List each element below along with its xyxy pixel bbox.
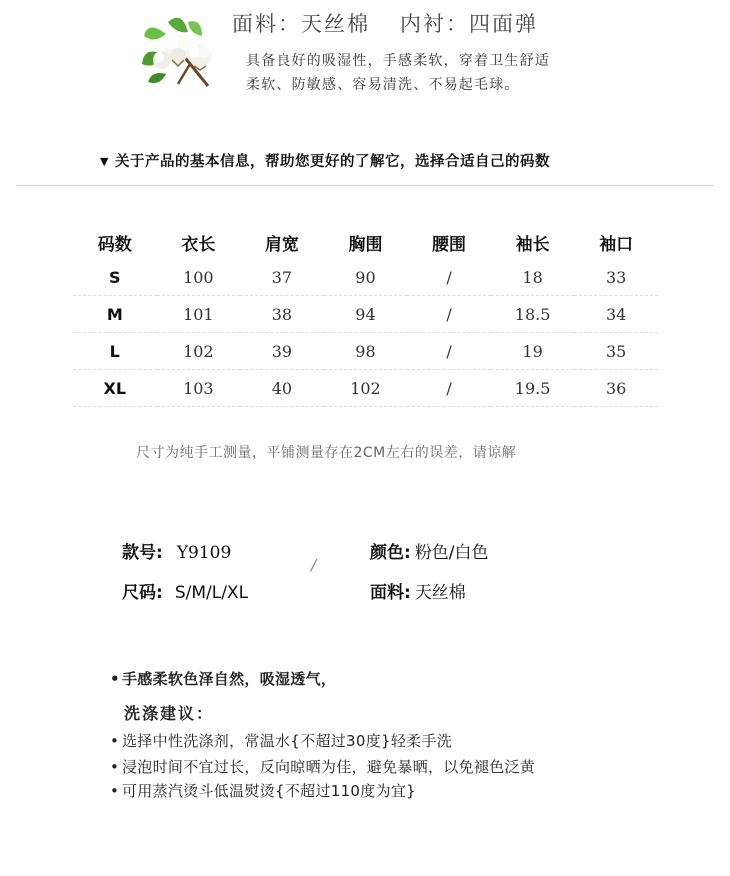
table-cell: 102 xyxy=(157,333,241,370)
list-item xyxy=(110,756,535,777)
divider xyxy=(16,185,714,186)
color-value: 粉色/白色 xyxy=(414,543,489,563)
fabric-description-line-2: 柔软、防敏感、容易清洗、不易起毛球。 xyxy=(246,77,520,93)
table-cell: 102 xyxy=(324,370,408,407)
fabric-info xyxy=(370,578,466,603)
style-value: Y9109 xyxy=(176,543,232,563)
list-item xyxy=(110,780,416,801)
intro-text: 关于产品的基本信息，帮助您更好的了解它，选择合适自己的码数 xyxy=(114,154,550,170)
lining-label: 内衬： xyxy=(400,12,469,36)
list-item xyxy=(110,730,452,751)
table-cell: / xyxy=(407,370,491,407)
table-cell: 40 xyxy=(240,370,324,407)
care-item-text: 选择中性洗涤剂，常温水{不超过30度}轻柔手洗 xyxy=(122,732,453,750)
table-cell: 19.5 xyxy=(491,370,575,407)
header-waist: 腰围 xyxy=(432,234,467,255)
table-cell: 34 xyxy=(574,296,658,333)
feel-description xyxy=(110,668,336,689)
table-cell: 101 xyxy=(157,296,241,333)
size-table-header-row xyxy=(73,225,658,259)
table-cell: S xyxy=(73,259,157,296)
table-cell: / xyxy=(407,296,491,333)
table-row xyxy=(73,333,658,370)
bullet: • xyxy=(110,670,120,688)
table-cell: 36 xyxy=(574,370,658,407)
header-shoulder: 肩宽 xyxy=(264,234,299,255)
measurement-note: 尺寸为纯手工测量，平铺测量存在2CM左右的误差，请谅解 xyxy=(136,445,517,461)
table-cell: XL xyxy=(73,370,157,407)
style-number xyxy=(122,538,231,563)
cotton-flower-icon xyxy=(138,12,220,92)
fabric-info-label: 面料: xyxy=(370,583,411,603)
table-cell: 33 xyxy=(574,259,658,296)
table-cell: 39 xyxy=(240,333,324,370)
table-cell: 94 xyxy=(324,296,408,333)
header-cuff: 袖口 xyxy=(599,234,634,255)
table-row xyxy=(73,296,658,333)
fabric-description-line-1: 具备良好的吸湿性，手感柔软，穿着卫生舒适 xyxy=(246,53,550,69)
table-cell: 37 xyxy=(240,259,324,296)
bullet: • xyxy=(110,732,120,750)
size-value: S/M/L/XL xyxy=(174,583,249,603)
style-label: 款号: xyxy=(122,543,163,563)
lining-value: 四面弹 xyxy=(469,12,538,36)
table-cell: 90 xyxy=(324,259,408,296)
table-cell: M xyxy=(73,296,157,333)
header-sleeve: 袖长 xyxy=(515,234,550,255)
size-info xyxy=(122,578,248,603)
table-row xyxy=(73,370,658,407)
table-cell: / xyxy=(407,259,491,296)
info-divider: / xyxy=(311,556,317,574)
fabric-info-value: 天丝棉 xyxy=(414,583,466,603)
table-cell: 18 xyxy=(491,259,575,296)
care-title: 洗涤建议： xyxy=(124,704,215,723)
header-length: 衣长 xyxy=(181,234,216,255)
table-cell: 18.5 xyxy=(491,296,575,333)
intro-heading xyxy=(100,150,550,171)
header-size: 码数 xyxy=(97,234,132,255)
triangle-down-icon: ▼ xyxy=(100,155,109,168)
table-cell: 100 xyxy=(157,259,241,296)
care-item-text: 可用蒸汽烫斗低温熨烫{不超过110度为宜} xyxy=(122,782,417,800)
fabric-value: 天丝棉 xyxy=(301,12,370,36)
fabric-title xyxy=(232,8,538,38)
bullet: • xyxy=(110,758,120,776)
bullet: • xyxy=(110,782,120,800)
table-cell: 103 xyxy=(157,370,241,407)
care-item-text: 浸泡时间不宜过长，反向晾晒为佳，避免暴晒，以免褪色泛黄 xyxy=(122,758,536,776)
size-table xyxy=(73,225,658,407)
table-cell: 35 xyxy=(574,333,658,370)
table-cell: 38 xyxy=(240,296,324,333)
fabric-label: 面料： xyxy=(232,12,301,36)
size-label: 尺码: xyxy=(122,583,163,603)
table-cell: 98 xyxy=(324,333,408,370)
table-cell: / xyxy=(407,333,491,370)
color-info xyxy=(370,538,489,563)
feel-text: 手感柔软色泽自然，吸湿透气， xyxy=(122,670,337,688)
table-cell: 19 xyxy=(491,333,575,370)
table-cell: L xyxy=(73,333,157,370)
table-row xyxy=(73,259,658,296)
color-label: 颜色: xyxy=(370,543,411,563)
header-chest: 胸围 xyxy=(348,234,383,255)
